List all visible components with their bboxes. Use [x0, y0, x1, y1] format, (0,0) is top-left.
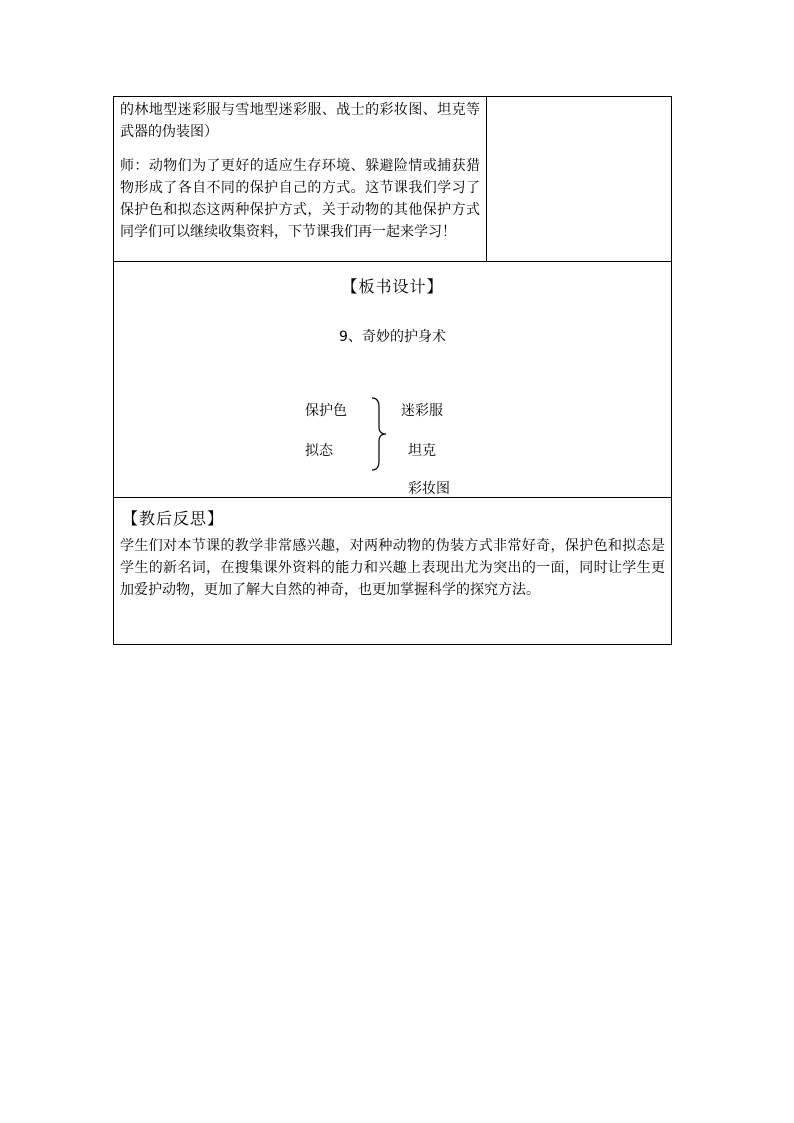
reflection-row	[114, 497, 671, 644]
board-item-camouflage-uniform: 迷彩服	[401, 403, 443, 419]
materials-note-paragraph: 的林地型迷彩服与雪地型迷彩服、战士的彩妆图、坦克等武器的伪装图）	[120, 102, 480, 140]
board-item-mimicry: 拟态	[305, 443, 333, 459]
board-item-tank: 坦克	[408, 443, 436, 459]
notes-cell	[487, 97, 671, 261]
curly-brace-icon	[370, 397, 388, 471]
board-design-heading: 【板书设计】	[341, 277, 444, 296]
board-item-makeup-picture: 彩妆图	[408, 481, 450, 497]
board-design-row	[114, 261, 671, 497]
board-item-protective-color: 保护色	[305, 403, 347, 419]
lesson-plan-table	[113, 96, 672, 645]
teacher-summary-paragraph: 师：动物们为了更好的适应生存环境、躲避险情或捕获猎物形成了各自不同的保护自己的方式。这节课我们学习了保护色和拟态这两种保护方式，关于动物的其他保护方式同学们可以继续收集资料，下节课我们再一起来学习！	[120, 158, 480, 240]
reflection-body: 学生们对本节课的教学非常感兴趣，对两种动物的伪装方式非常好奇，保护色和拟态是学生的新名词，在搜集课外资料的能力和兴趣上表现出尤为突出的一面，同时让学生更加爱护动物，更加了解大自然的神奇，也更加掌握科学的探究方法。	[120, 538, 665, 598]
board-title: 9、奇妙的护身术	[339, 329, 446, 345]
reflection-heading: 【教后反思】	[122, 509, 225, 528]
summary-content-cell	[114, 97, 487, 261]
summary-row	[114, 97, 671, 261]
